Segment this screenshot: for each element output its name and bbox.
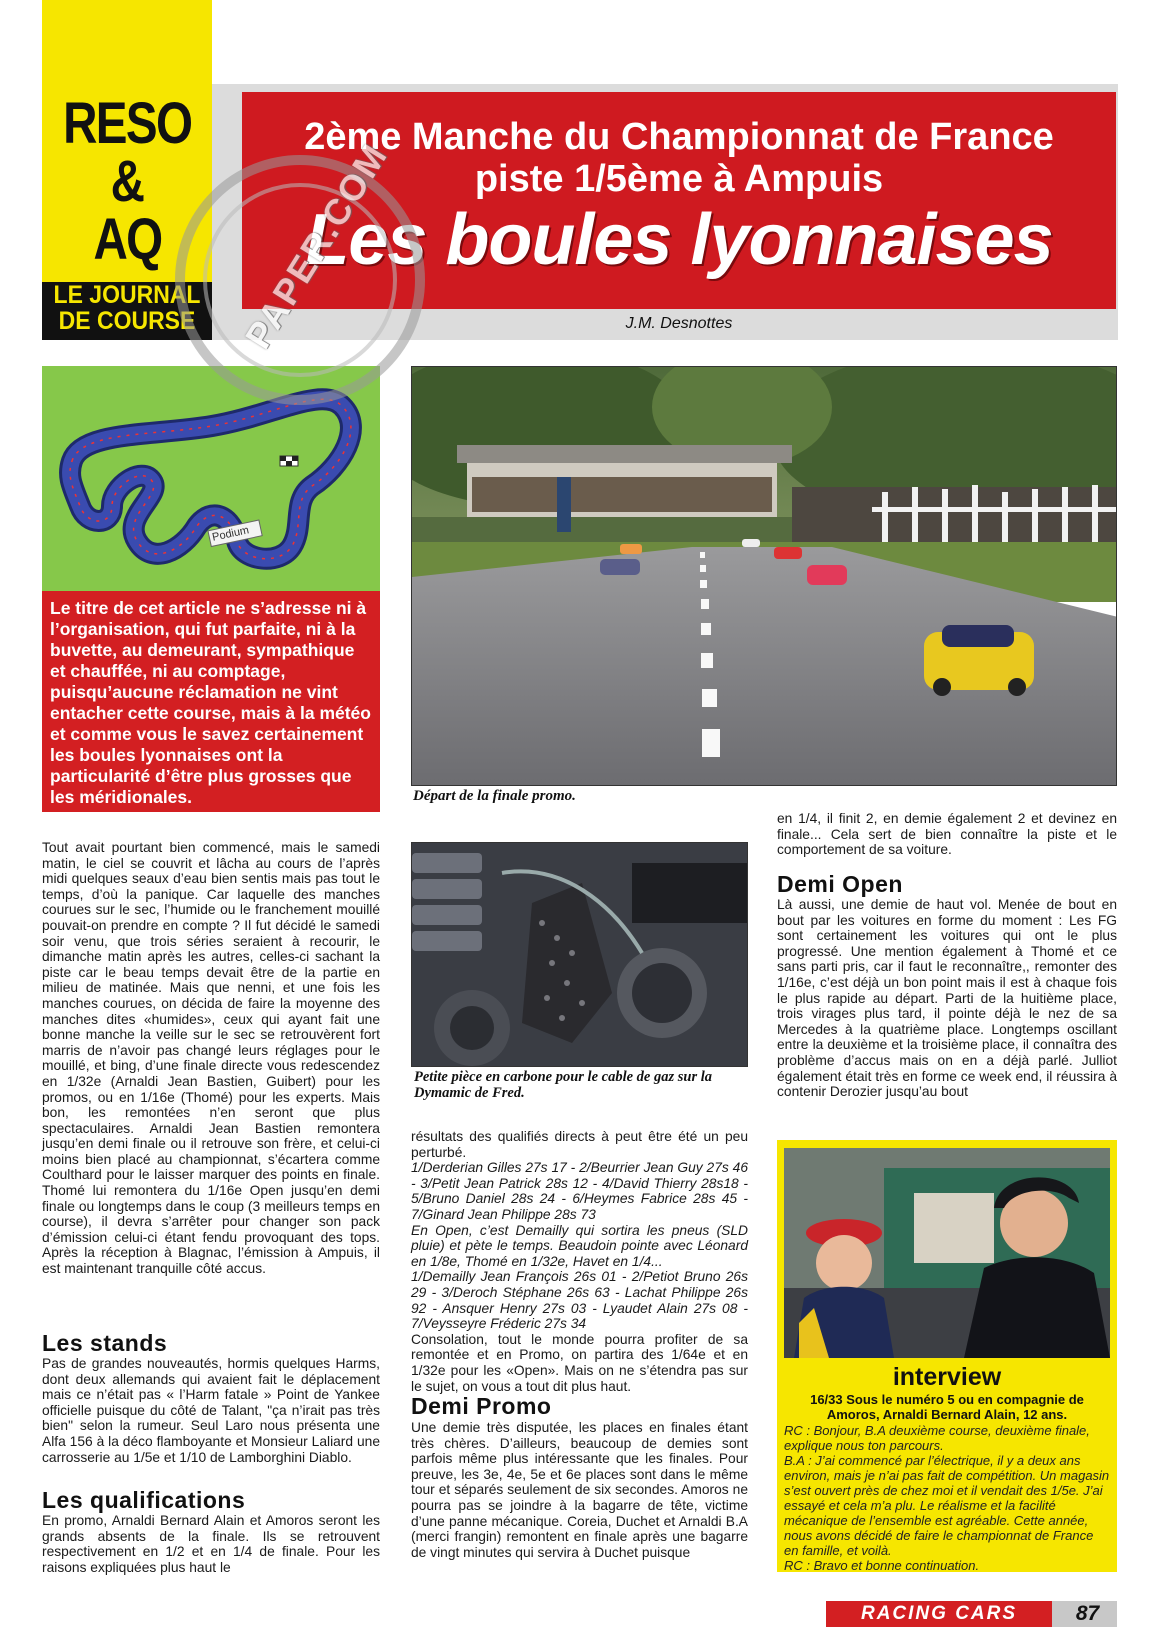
carbon-part-image xyxy=(412,843,748,1067)
race-start-photo xyxy=(411,366,1117,786)
interview-question-1: RC : Bonjour, B.A deuxième course, deuxième finale, explique nous ton parcours. xyxy=(784,1423,1090,1453)
carbon-part-photo xyxy=(411,842,748,1067)
col3-paragraph-2: Là aussi, une demie de haut vol. Menée de bout en bout par les voitures en forme du moment : Les FG sont certainement les voitures qui ont le plus progressé. Une mention également à Thomé et ce sans parti pris, car il faut le reconnaître,, remonter des 1/16e, c’est déjà un bon point mais il est à chaque fois le plus rapide au départ. Parti de la huitième place, trois virages plus tard, il pointe déjà le nez de sa Mercedes à la quatrième place. Longtemps oscillant entre la deuxième et la troisième place, il connaîtra des problème d’accus mais on en a déjà parlé. Julliot également était très en forme ce week end, il réussira à contenir Derozier jusqu’au bout xyxy=(777,897,1117,1100)
open-results: 1/Demailly Jean François 26s 01 - 2/Petiot Bruno 26s 29 - 3/Deroch Stéphane 26s 63 - Lachat Philippe 26s 92 - Ansquer Henry 27s 03 - Lyaudet Alain 27s 08 - 7/Veysseyre Fréderic 27s 34 xyxy=(411,1269,748,1332)
col1-paragraph-3: En promo, Arnaldi Bernard Alain et Amoros seront les grands absents de la finale. Ils se retrouvent respectivement en 1/2 et en 1/4 de finale. Pour les raisons expliquées plus haut le xyxy=(42,1513,380,1575)
reso-line-1: RESO xyxy=(62,91,192,156)
photo2-caption: Petite pièce en carbone pour le cable de gaz sur la Dymamic de Fred. xyxy=(414,1069,713,1101)
reso-logo xyxy=(42,91,212,280)
col2-paragraph-intro: résultats des qualifiés directs à peut être été un peu perturbé. xyxy=(411,1129,748,1160)
col3-paragraph-1: en 1/4, il finit 2, en demie également 2 et devinez en finale... Cela sert de bien connaître la piste et le comportement de sa voiture. xyxy=(777,811,1117,858)
interview-question-2: RC : Bravo et bonne continuation. xyxy=(784,1558,980,1573)
col2-paragraph-2: Une demie très disputée, les places en finales étant très chères. D’ailleurs, beaucoup de demies sont parfois même plus intéressante que les finales. Pour preuve, les 3e, 4e, 5e et 6e places sont dans le même tour et séparés seulement de six secondes. Amoros ne pourra pas se joindre à la bagarre de tête, victime d’une panne mécanique. Coreia, Duchet et Arnaldi B.A (merci frangin) remontent en finale après une bagarre de vingt minutes qui servira à Duchet puisque xyxy=(411,1420,748,1560)
interview-image xyxy=(784,1148,1110,1358)
col2-results-block xyxy=(411,1129,748,1394)
title-line-1: 2ème Manche du Championnat de France xyxy=(304,116,1054,158)
article-headline: Les boules lyonnaises xyxy=(305,200,1053,280)
page-number: 87 xyxy=(1075,1602,1100,1625)
magazine-name: RACING CARS xyxy=(826,1601,1052,1627)
race-start-image xyxy=(412,367,1117,786)
interview-answer-1: B.A : J’ai commencé par l’électrique, il y a deux ans environ, mais je n’ai pas fait de compétition. Un magasin s’est ouvert près de chez moi et il vendait des 1/5e. J’ai essayé et cela m’a plu. Le réalisme et la facilité mécanique de l’ensemble est agréable. Cette année, nous avons décidé de faire le championnat de France en famille, et voilà. xyxy=(784,1453,1110,1558)
heading-demi-open: Demi Open xyxy=(777,871,903,897)
col1-paragraph-1: Tout avait pourtant bien commencé, mais le samedi matin, le ciel se couvrit et lâcha au cours de l’après midi quelques seaux d’eau bien sentis mais pas tout le temps, d’où la panique. Car laquelle des manches courues sur le sec, l’humide ou le franchement mouillé pouvait-on prendre en compte ? Il fut décidé le samedi soir venu, que trois séries seraient à recourir, le dimanche matin après les autres, celles-ci sachant la piste car le beau temps devait être de la partie en milieu de matinée. Mais que nenni, et une fois les manches courues, on décida de faire la moyenne des manches dites «humides», ceux qui ayant fait une bonne manche la veille sur le sec se retrouvèrent fort marris de n’avoir pas changé leurs réglages pour le mouillé, et bing, d’une finale directe vous redescendez en 1/32e (Arnaldi Jean Bastien, Guibert) pour les promos, ou en 1/16e (Thomé) pour les experts. Mais bon, les remontées n’en seront que plus spectaculaires. Arnaldi Jean Bastien remontera jusqu’en demi finale ou il retrouve son frère, et celui-ci moins bien placé au championnat, s’écartera comme Coulthard pour le laisser marquer des points en finale. Thomé lui remontera du 1/16e Open jusqu’en demi finale ou longtemps dans le coup (3 meilleurs temps en course), il devra s’arrêter pour changer son pack d’émission celui-ci étant fendu provoquant des tops. Après la réception à Blagnac, l’émission à Ampuis, il est maintenant tranquille côté accus. xyxy=(42,840,380,1277)
interview-photo xyxy=(784,1148,1110,1358)
track-map-drawing xyxy=(42,366,380,591)
consolation-paragraph: Consolation, tout le monde pourra profiter de sa remontée et en Promo, on partira des 1/64e et en 1/32e pour les «Open». Mais on ne s’étendra pas sur le sujet, on vous a tout dit plus haut. xyxy=(411,1331,748,1394)
article-title-block xyxy=(242,92,1116,309)
reso-line-3: AQ xyxy=(92,207,162,272)
reso-line-2: & xyxy=(110,149,144,214)
title-line-2: piste 1/5ème à Ampuis xyxy=(474,158,884,200)
author-byline: J.M. Desnottes xyxy=(625,315,733,332)
journal-line-1: LE JOURNAL xyxy=(53,281,201,309)
podium-label: Podium xyxy=(211,524,251,544)
col1-paragraph-2: Pas de grandes nouveautés, hormis quelques Harms, dont deux allemands qui avaient fait le déplacement mais ce n’était pas « l’Harm fatale » Point de Yankee officielle puisque du côté de Talant, "ça n’irait pas très bien" selon la rumeur. Seul Laro nous présenta une Alfa 156 à la déco flamboyante et Monsieur Laliard une carrosserie au 1/5e et 1/10 de Lamborghini Diablo. xyxy=(42,1356,380,1465)
interview-lead: 16/33 Sous le numéro 5 ou en compagnie de Amoros, Arnaldi Bernard Alain, 12 ans. xyxy=(810,1392,1084,1422)
open-comment: En Open, c’est Demailly qui sortira les pneus (SLD pluie) et pète le temps. Beaudoin pointe avec Léonard en 1/8e, Thomé en 1/32e, Havet en 1/4... xyxy=(411,1222,748,1269)
track-map xyxy=(42,366,380,591)
heading-demi-promo: Demi Promo xyxy=(411,1393,552,1419)
interview-body xyxy=(784,1423,1110,1573)
photo1-caption: Départ de la finale promo. xyxy=(413,788,576,804)
heading-les-qualifications: Les qualifications xyxy=(42,1487,246,1513)
heading-les-stands: Les stands xyxy=(42,1330,168,1356)
journal-line-2: DE COURSE xyxy=(58,307,196,335)
interview-title: interview xyxy=(892,1363,1002,1391)
watermark-text: PAPER.COM xyxy=(237,135,396,356)
intro-text: Le titre de cet article ne s’adresse ni à l’organisation, qui fut parfaite, ni à la buvette, au demeurant, sympathique et chauffée, ni au comptage, puisqu’aucune réclamation ne vint entacher cette course, mais à la météo et comme vous le savez certainement les boules lyonnaises ont la particularité d’être plus grosses que les méridionales. xyxy=(50,598,371,807)
journal-label xyxy=(42,282,212,340)
promo-results: 1/Derderian Gilles 27s 17 - 2/Beurrier Jean Guy 27s 46 - 3/Petit Jean Patrick 28s 12 - 4/David Thierry 28s18 - 5/Bruno Daniel 28s 24 - 6/Heymes Fabrice 28s 45 - 7/Ginard Jean Philippe 28s 73 xyxy=(411,1160,748,1222)
